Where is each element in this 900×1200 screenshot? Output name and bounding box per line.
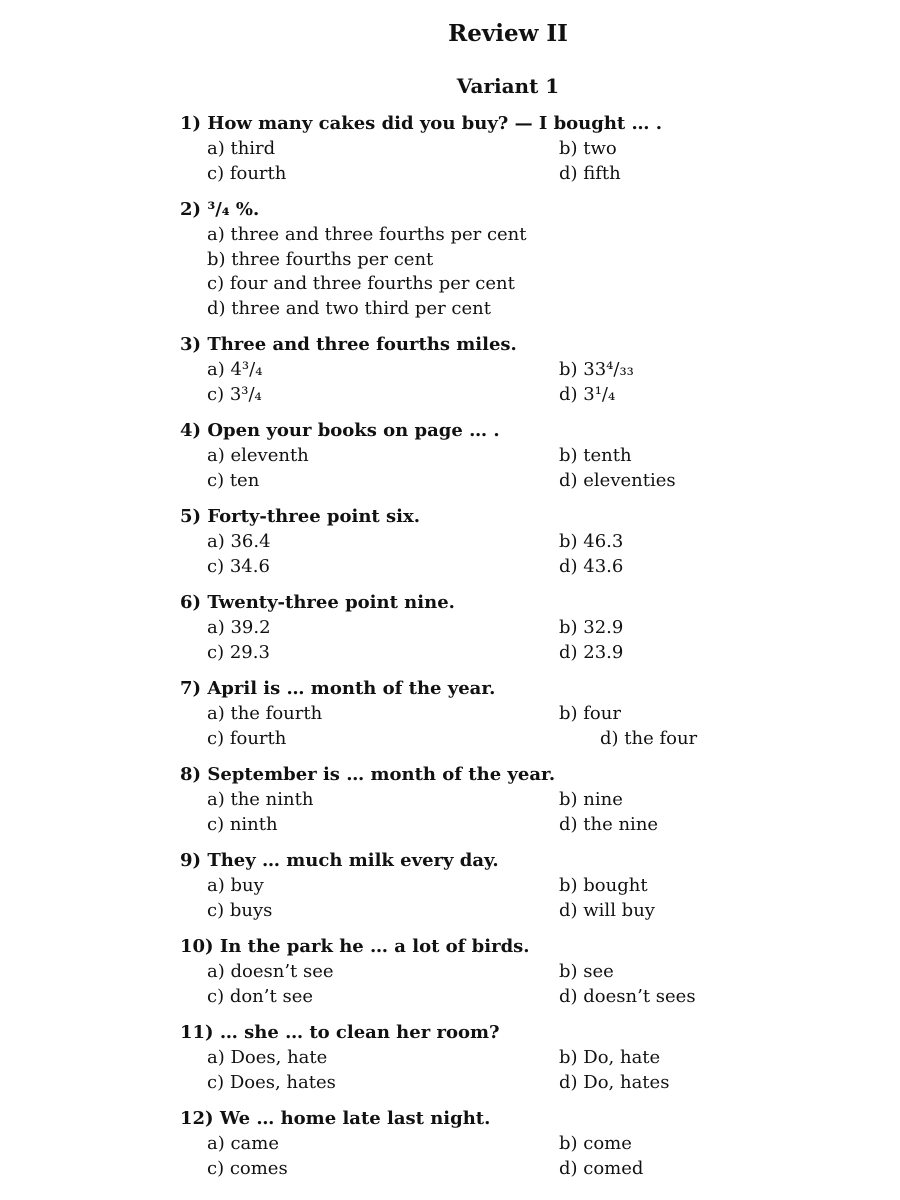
question-10 — [180, 934, 880, 1009]
question-text: 2) ³/₄ %. — [180, 199, 260, 220]
question-text: 1) How many cakes did you buy? — I bought … . — [180, 113, 663, 134]
option-c: c) 34.6 — [207, 555, 270, 577]
option-c: c) four and three fourths per cent — [207, 273, 515, 294]
option-a: a) three and three fourths per cent — [207, 224, 527, 245]
question-text: 6) Twenty-three point nine. — [180, 592, 455, 613]
option-d: d) 23.9 — [559, 641, 624, 663]
option-c: c) 3³/₄ — [207, 383, 262, 405]
question-4 — [180, 418, 880, 493]
question-9 — [180, 848, 880, 923]
question-3 — [180, 332, 880, 407]
option-a: a) 4³/₄ — [207, 359, 263, 380]
option-a: a) third — [207, 138, 276, 159]
option-b: b) tenth — [559, 445, 632, 466]
option-b: b) two — [559, 138, 617, 159]
question-1 — [180, 111, 880, 186]
option-c: c) 29.3 — [207, 641, 270, 663]
option-b: b) bought — [559, 875, 648, 896]
option-b: b) see — [559, 961, 614, 982]
option-c: c) buys — [207, 899, 273, 921]
question-12 — [180, 1106, 880, 1181]
question-2 — [180, 197, 880, 321]
question-text: 12) We … home late last night. — [180, 1108, 491, 1129]
question-5 — [180, 504, 880, 579]
option-d: d) 43.6 — [559, 555, 624, 577]
question-list — [180, 111, 880, 1192]
option-b: b) four — [559, 703, 621, 724]
question-text: 7) April is … month of the year. — [180, 678, 496, 699]
option-a: a) eleventh — [207, 445, 309, 466]
page-title: Review II — [448, 20, 568, 47]
option-b: b) 32.9 — [559, 617, 624, 638]
question-text: 4) Open your books on page … . — [180, 420, 500, 441]
question-8 — [180, 762, 880, 837]
option-d: d) Do, hates — [559, 1071, 670, 1093]
option-a: a) 36.4 — [207, 531, 271, 552]
option-d: d) 3¹/₄ — [559, 383, 616, 405]
question-text: 9) They … much milk every day. — [180, 850, 499, 871]
question-text: 10) In the park he … a lot of birds. — [180, 936, 530, 957]
option-d: d) comed — [559, 1157, 644, 1179]
option-a: a) came — [207, 1133, 280, 1154]
option-a: a) the fourth — [207, 703, 323, 724]
option-c: c) fourth — [207, 162, 287, 184]
option-c: c) ten — [207, 469, 260, 491]
option-b: b) 46.3 — [559, 531, 624, 552]
option-c: c) fourth — [207, 727, 287, 749]
option-c: c) Does, hates — [207, 1071, 336, 1093]
variant-subtitle: Variant 1 — [456, 74, 560, 98]
option-a: a) doesn’t see — [207, 961, 334, 982]
question-text: 5) Forty-three point six. — [180, 506, 420, 527]
option-c: c) don’t see — [207, 985, 313, 1007]
option-a: a) buy — [207, 875, 264, 896]
option-d: d) doesn’t sees — [559, 985, 696, 1007]
question-7 — [180, 676, 880, 751]
option-d: d) three and two third per cent — [207, 297, 491, 319]
option-a: a) 39.2 — [207, 617, 271, 638]
question-11 — [180, 1020, 880, 1095]
option-b: b) come — [559, 1133, 632, 1154]
option-d: d) the four — [600, 727, 698, 749]
option-c: c) ninth — [207, 813, 278, 835]
question-text: 11) … she … to clean her room? — [180, 1022, 500, 1043]
option-d: d) will buy — [559, 899, 655, 921]
option-c: c) comes — [207, 1157, 288, 1179]
option-a: a) Does, hate — [207, 1047, 328, 1068]
option-d: d) fifth — [559, 162, 621, 184]
question-text: 3) Three and three fourths miles. — [180, 334, 517, 355]
option-a: a) the ninth — [207, 789, 314, 810]
option-b: b) three fourths per cent — [207, 248, 434, 270]
option-b: b) Do, hate — [559, 1047, 661, 1068]
option-d: d) the nine — [559, 813, 659, 835]
question-text: 8) September is … month of the year. — [180, 764, 556, 785]
option-d: d) eleventies — [559, 469, 676, 491]
question-6 — [180, 590, 880, 665]
option-b: b) nine — [559, 789, 623, 810]
option-b: b) 33⁴/₃₃ — [559, 359, 634, 380]
